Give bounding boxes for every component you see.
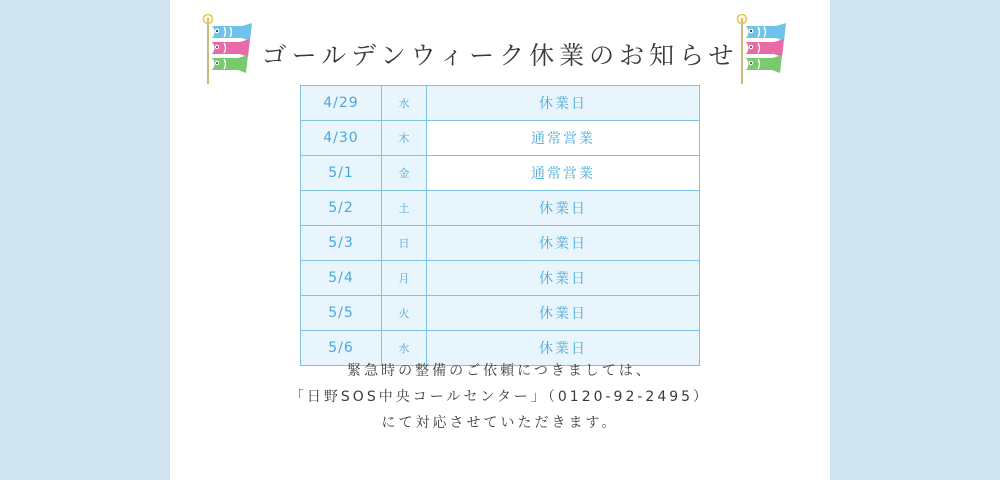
table-row xyxy=(301,296,700,331)
schedule-table-wrapper xyxy=(300,85,700,366)
cell-date: 5/1 xyxy=(301,156,382,191)
cell-status: 通常営業 xyxy=(427,156,700,191)
cell-date: 5/4 xyxy=(301,261,382,296)
notice-footnote xyxy=(170,358,830,436)
cell-dow: 火 xyxy=(382,296,427,331)
table-row xyxy=(301,226,700,261)
cell-date: 4/30 xyxy=(301,121,382,156)
cell-date: 5/3 xyxy=(301,226,382,261)
cell-date: 5/2 xyxy=(301,191,382,226)
cell-date: 5/5 xyxy=(301,296,382,331)
table-row xyxy=(301,86,700,121)
footnote-line-3: にて対応させていただきます。 xyxy=(381,415,619,431)
footnote-line-1: 緊急時の整備のご依頼につきましては、 xyxy=(347,363,653,379)
cell-dow: 水 xyxy=(382,331,427,366)
cell-status: 休業日 xyxy=(427,261,700,296)
table-row xyxy=(301,261,700,296)
cell-date: 4/29 xyxy=(301,86,382,121)
cell-status: 休業日 xyxy=(427,191,700,226)
cell-dow: 木 xyxy=(382,121,427,156)
table-row xyxy=(301,191,700,226)
cell-dow: 水 xyxy=(382,86,427,121)
cell-status: 通常営業 xyxy=(427,121,700,156)
schedule-table xyxy=(300,85,700,366)
table-row xyxy=(301,121,700,156)
page-title: ゴールデンウィーク休業のお知らせ xyxy=(261,41,739,70)
cell-dow: 土 xyxy=(382,191,427,226)
cell-dow: 金 xyxy=(382,156,427,191)
cell-dow: 月 xyxy=(382,261,427,296)
cell-status: 休業日 xyxy=(427,226,700,261)
notice-page xyxy=(170,0,830,480)
cell-status: 休業日 xyxy=(427,296,700,331)
cell-status: 休業日 xyxy=(427,331,700,366)
koinobori-icon xyxy=(732,14,794,86)
cell-status: 休業日 xyxy=(427,86,700,121)
cell-dow: 日 xyxy=(382,226,427,261)
table-row xyxy=(301,156,700,191)
cell-date: 5/6 xyxy=(301,331,382,366)
footnote-line-2: 「日野SOS中央コールセンター」（0120-92-2495） xyxy=(289,389,711,405)
